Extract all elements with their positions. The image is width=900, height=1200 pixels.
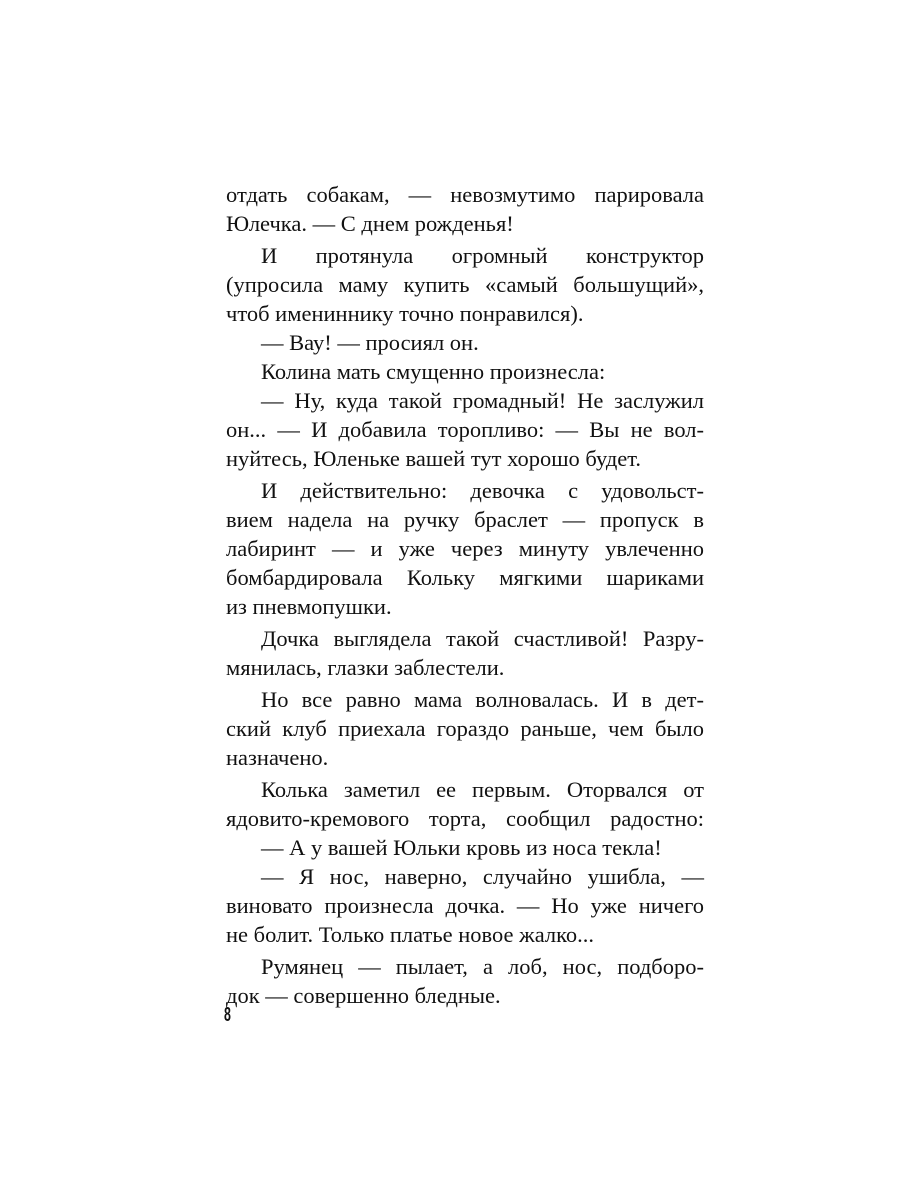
text-line: нуйтесь, Юленьке вашей тут хорошо будет. xyxy=(226,446,642,471)
text-line: ядовито-кремового торта, сообщил радостно: xyxy=(226,806,704,831)
text-line: — Я нос, наверно, случайно ушибла, — xyxy=(261,864,704,889)
text-line: — А у вашей Юльки кровь из носа текла! xyxy=(261,835,662,860)
text-line: назначено. xyxy=(226,745,329,770)
text-line: виновато произнесла дочка. — Но уже ничего xyxy=(226,893,704,918)
text-line: лабиринт — и уже через минуту увлеченно xyxy=(226,536,704,561)
text-line: Колина мать смущенно произнесла: xyxy=(261,359,606,384)
text-line: Но все равно мама волновалась. И в дет- xyxy=(261,687,704,712)
text-line: Румянец — пылает, а лоб, нос, подборо- xyxy=(261,954,704,979)
text-line: — Вау! — просиял он. xyxy=(261,330,479,355)
text-line: (упросила маму купить «самый большущий», xyxy=(226,272,704,297)
text-line: ский клуб приехала гораздо раньше, чем было xyxy=(226,716,704,741)
text-line: отдать собакам, — невозмутимо парировала xyxy=(226,182,704,207)
text-line: И протянула огромный конструктор xyxy=(261,243,704,268)
page-number: 8 xyxy=(224,1004,231,1026)
text-line: чтоб имениннику точно понравился). xyxy=(226,301,584,326)
text-line: из пневмопушки. xyxy=(226,594,392,619)
text-line: — Ну, куда такой громадный! Не заслужил xyxy=(261,388,704,413)
text-line: И действительно: девочка с удовольст- xyxy=(261,478,704,503)
text-line: вием надела на ручку браслет — пропуск в xyxy=(226,507,704,532)
text-line: мянилась, глазки заблестели. xyxy=(226,655,505,680)
text-line: док — совершенно бледные. xyxy=(226,983,501,1008)
text-line: Дочка выглядела такой счастливой! Разру- xyxy=(261,626,704,651)
text-line: Колька заметил ее первым. Оторвался от xyxy=(261,777,704,802)
text-line: Юлечка. — С днем рожденья! xyxy=(226,211,514,236)
text-line: он... — И добавила торопливо: — Вы не вол- xyxy=(226,417,704,442)
text-line: бомбардировала Кольку мягкими шариками xyxy=(226,565,704,590)
page-body-text xyxy=(226,180,704,1010)
text-line: не болит. Только платье новое жалко... xyxy=(226,922,595,947)
